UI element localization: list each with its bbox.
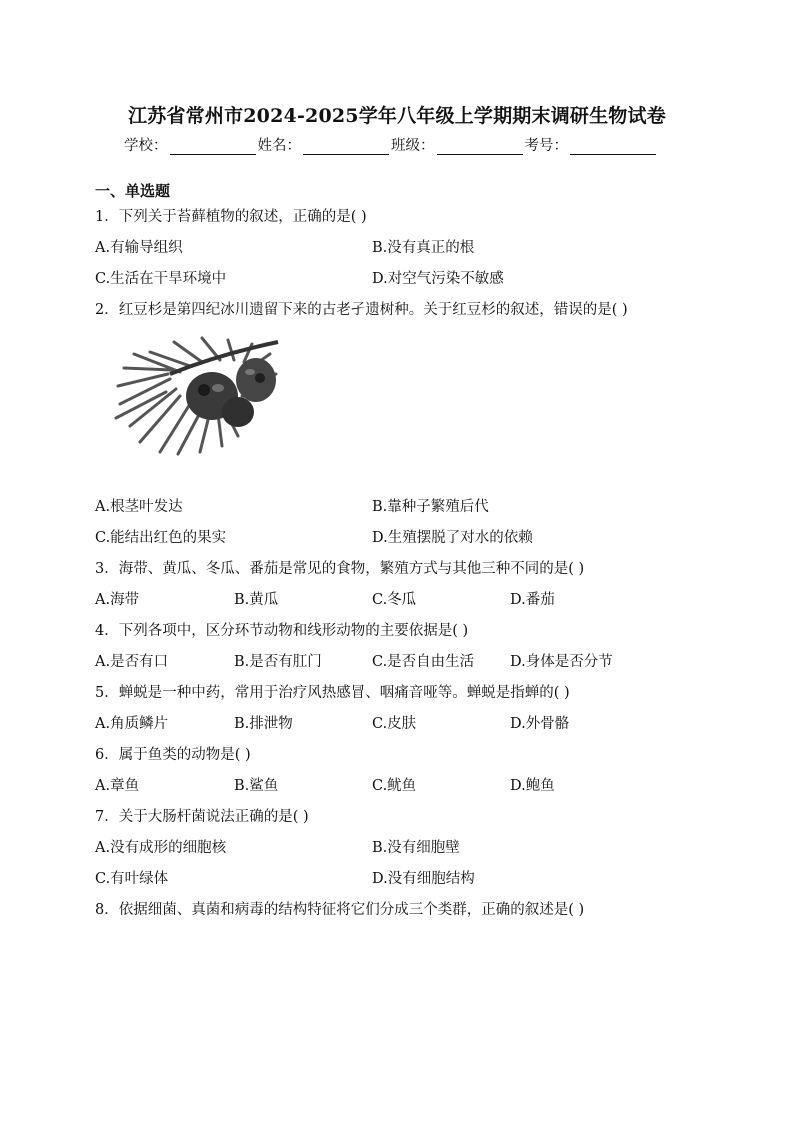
section-heading: 一、单选题	[95, 182, 171, 200]
q7-option-b: B.没有细胞壁	[372, 840, 460, 856]
q7-option-c: C.有叶绿体	[95, 871, 169, 887]
q2-option-b: B.靠种子繁殖后代	[372, 499, 489, 515]
q6-option-c: C.鱿鱼	[372, 778, 417, 794]
q1-option-c: C.生活在干旱环境中	[95, 271, 227, 287]
question-1: 1．下列关于苔藓植物的叙述，正确的是( )	[95, 209, 367, 225]
student-info-line	[124, 134, 658, 155]
class-label: 班级：	[391, 138, 435, 154]
q1-option-a: A.有输导组织	[95, 240, 183, 256]
q6-option-a: A.章鱼	[95, 778, 140, 794]
q6-option-d: D.鲍鱼	[510, 778, 555, 794]
name-blank[interactable]	[303, 139, 389, 155]
school-label: 学校：	[124, 138, 168, 154]
exam-title: 江苏省常州市2024-2025学年八年级上学期期末调研生物试卷	[128, 105, 666, 127]
question-2: 2．红豆杉是第四纪冰川遗留下来的古老孑遗树种。关于红豆杉的叙述，错误的是( )	[95, 302, 628, 318]
q3-option-b: B.黄瓜	[234, 592, 279, 608]
q5-option-c: C.皮肤	[372, 716, 417, 732]
q2-option-c: C.能结出红色的果实	[95, 530, 227, 546]
q4-option-b: B.是否有肛门	[234, 654, 322, 670]
q5-option-b: B.排泄物	[234, 716, 293, 732]
q3-option-c: C.冬瓜	[372, 592, 417, 608]
q1-option-d: D.对空气污染不敏感	[372, 271, 504, 287]
q7-option-d: D.没有细胞结构	[372, 871, 475, 887]
class-blank[interactable]	[437, 139, 523, 155]
q5-option-a: A.角质鳞片	[95, 716, 169, 732]
q4-option-a: A.是否有口	[95, 654, 169, 670]
q1-option-b: B.没有真正的根	[372, 240, 475, 256]
q6-option-b: B.鲨鱼	[234, 778, 279, 794]
q2-option-a: A.根茎叶发达	[95, 499, 183, 515]
q4-option-d: D.身体是否分节	[510, 654, 613, 670]
question-5: 5．蝉蜕是一种中药，常用于治疗风热感冒、咽痛音哑等。蝉蜕是指蝉的( )	[95, 685, 570, 701]
q3-option-a: A.海带	[95, 592, 140, 608]
q2-option-d: D.生殖摆脱了对水的依赖	[372, 530, 533, 546]
q5-option-d: D.外骨骼	[510, 716, 570, 732]
q7-option-a: A.没有成形的细胞核	[95, 840, 227, 856]
number-blank[interactable]	[570, 139, 656, 155]
q4-option-c: C.是否自由生活	[372, 654, 475, 670]
yew-branch-photo	[110, 334, 280, 458]
name-label: 姓名：	[257, 138, 301, 154]
question-8: 8．依据细菌、真菌和病毒的结构特征将它们分成三个类群，正确的叙述是( )	[95, 902, 585, 918]
number-label: 考号：	[524, 138, 568, 154]
question-4: 4．下列各项中，区分环节动物和线形动物的主要依据是( )	[95, 623, 469, 639]
q3-option-d: D.番茄	[510, 592, 555, 608]
question-7: 7．关于大肠杆菌说法正确的是( )	[95, 809, 309, 825]
school-blank[interactable]	[170, 139, 256, 155]
question-3: 3．海带、黄瓜、冬瓜、番茄是常见的食物，繁殖方式与其他三种不同的是( )	[95, 561, 585, 577]
question-6: 6．属于鱼类的动物是( )	[95, 747, 251, 763]
